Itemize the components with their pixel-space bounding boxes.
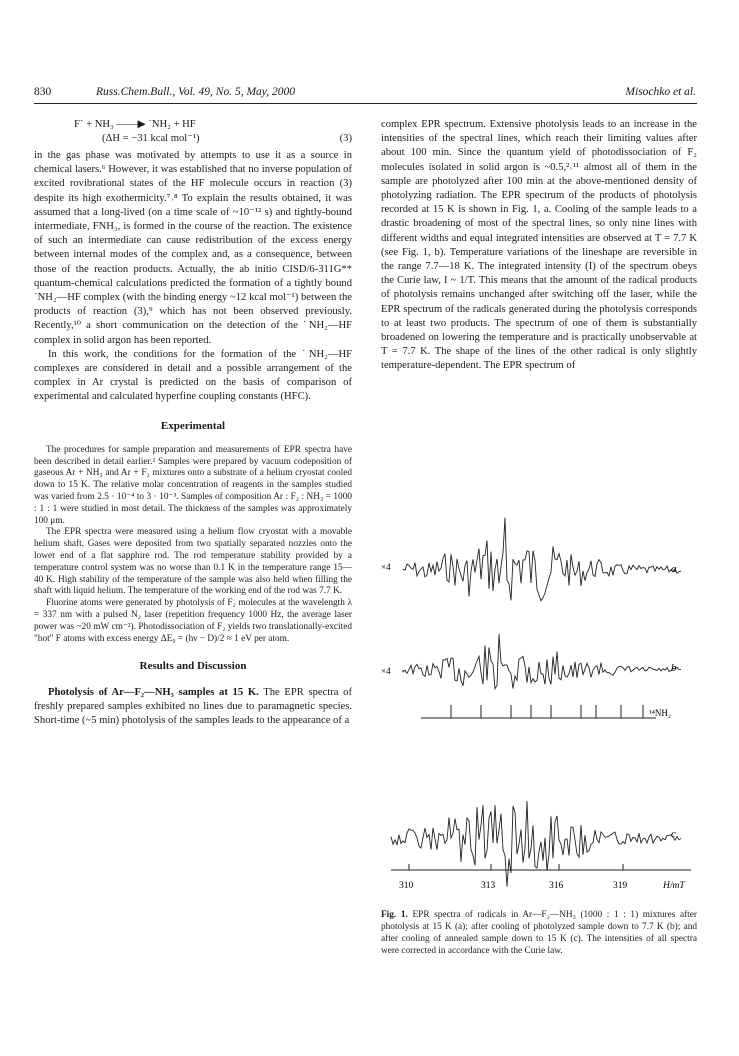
spectrum-label-b: b — [671, 662, 677, 674]
spectrum-trace-c — [391, 801, 681, 887]
experimental-paragraph-3: Fluorine atoms were generated by photolysis of F₂ molecules at the wavelength λ = 337 nm with a pulsed N₂ laser (repetition frequency 1000 Hz, the average laser power was ~20 mW cm⁻²). Photodissociation of F₂ yields two translationally-excited "hot" F atoms with excess energy ΔE₀ = (hν − D)/2 ≈ 1 eV per atom. — [34, 598, 352, 644]
tick-label-319: 319 — [613, 881, 628, 891]
experimental-heading: Experimental — [160, 419, 226, 432]
results-heading: Results and Discussion — [139, 660, 247, 673]
epr-spectra-plot — [381, 490, 697, 910]
enthalpy-value: (ΔH = −31 kcal mol⁻¹) — [102, 133, 200, 144]
figure-1 — [381, 490, 697, 910]
right-column — [381, 118, 697, 374]
stick-label: ¹⁴NH₂ — [649, 708, 671, 718]
tick-label-310: 310 — [399, 881, 414, 891]
running-authors: Misochko et al. — [625, 86, 696, 98]
scale-label-b: ×4 — [381, 666, 391, 676]
spectrum-label-c: c — [671, 828, 676, 840]
caption-text: EPR spectra of radicals in Ar—F₂—NH₃ (1000 : 1 : 1) mixtures after photolysis at 15 K (a); after cooling of photolyzed sample down to 7.7 K (b); and after cooling of annealed sample down to 15 K (c). The intensities of all spectra were corrected in accordance with the Curie law. — [381, 910, 697, 956]
axis-unit-label: H/mT — [663, 881, 685, 891]
intro-paragraph-1: in the gas phase was motivated by attempts to use it as a source in chemical lasers.⁶ However, it was established that no inverse population of excited rovibrational states of the HF molecule occurs in reaction (3) despite its high exothermicity.⁷˒⁸ To explain the results obtained, it was assumed that a long-lived (on a time scale of ~10⁻¹² s) and tightly-bound intermediate, FNH₃, is formed in the course of the reaction. The existence of such an intermediate can cause redistribution of the excess energy between internal modes of the complex and, as a consequence, between those of the reaction products. Actually, the ab initio CISD/6-311G** quantum-chemical calculations predicted the formation of a tightly bound ˙NH₂—HF complex (with the binding energy ~12 kcal mol⁻¹) between the products of reaction (3),⁹ which has not been observed previously. Recently,¹⁰ a short communication on the detection of the ˙NH₂—HF complex in solid argon has been reported. — [34, 150, 352, 346]
equation-number: (3) — [339, 133, 352, 144]
spectrum-trace-b — [403, 634, 681, 689]
page-number: 830 — [34, 86, 52, 98]
scale-label-a: ×4 — [381, 562, 391, 572]
tick-label-316: 316 — [549, 881, 564, 891]
nh2-stick-pattern — [421, 705, 656, 718]
results-text: The EPR spectra of freshly prepared samples exhibited no lines due to paramagnetic species. Short-time (~5 min) photolysis of the samples leads to the appearance of a — [34, 686, 352, 727]
experimental-paragraph-1: The procedures for sample preparation and measurements of EPR spectra have been described in detail earlier.² Samples were prepared by vacuum codeposition of gaseous Ar + NH₃ and Ar + F₂ mixtures onto a substrate of a helium cryostat cooled down to 15 K. The relative molar concentration of reagents in the samples studied was varied from 2.5 · 10⁻⁴ to 3 · 10⁻³. Samples of composition Ar : F₂ : NH₃ = 1000 : 1 : 1 were studied in most detail. The thickness of the samples was approximately 100 μm. — [34, 444, 352, 526]
caption-label: Fig. 1. — [381, 910, 408, 920]
reaction-enthalpy — [102, 132, 352, 147]
figure-caption — [381, 909, 697, 957]
experimental-paragraph-2: The EPR spectra were measured using a helium flow cryostat with a movable helium shaft. Gases were deposited from two spatially separated nozzles onto the lower end of a flat sapphire rod. The rod temperature stability provided by a temperature control system was no worse than 0.1 K in the temperature range 15—40 K. High stability of the temperature of the sample was also held when filling the shaft with liquid helium. The temperature of the working end of the rod was 7.7 K. — [34, 527, 352, 597]
header-rule — [34, 103, 697, 104]
tick-label-313: 313 — [481, 881, 496, 891]
results-subtitle: Photolysis of Ar—F₂—NH₃ samples at 15 K. — [48, 686, 259, 698]
spectrum-trace-a — [403, 518, 681, 601]
right-paragraph: complex EPR spectrum. Extensive photolysis leads to an increase in the intensities of the spectral lines, which reach their limiting values after about 100 min. Since the quantum yield of photodissociation of F₂ molecules isolated in solid argon is ~0.5,²˒¹¹ almost all of them in the sample are photolyzed after 100 min at the above-mentioned density of photolyzing radiation. The EPR spectrum of the products of photolysis recorded at 15 K is shown in Fig. 1, a. Cooling of the sample leads to a drastic broadening of most of the spectral lines, so only nine lines with different widths and equal integrated intensities are observed at T = 7.7 K (see Fig. 1, b). Temperature variations of the lineshape are reversible in the range 7.7—18 K. The integrated intensity (I) of the spectrum obeys the Curie law, I ~ 1/T. This means that the amount of the radical products of photolysis remains unchanged after switching off the laser, while the EPR spectrum of the radicals generated during the photolysis corresponds to at least two products. The spectrum of one of them is substantially broadened on lowering the temperature and is practically unobservable at T = 7.7 K. The shape of the lines of the other radical is only slightly temperature-dependent. The EPR spectrum of — [381, 119, 697, 372]
results-paragraph — [34, 686, 352, 729]
intro-paragraph-2: In this work, the conditions for the formation of the ˙NH₂—HF complexes are considered in detail and a possible arrangement of the complex in Ar crystal is predicted on the basis of comparison of experimental and calculated hyperfine coupling constants (HFC). — [34, 348, 352, 403]
reaction-equation: F˙ + NH₃ ——▶ ˙NH₂ + HF — [74, 119, 196, 130]
axis-ticks — [409, 864, 623, 870]
journal-citation: Russ.Chem.Bull., Vol. 49, No. 5, May, 2000 — [96, 86, 296, 98]
experimental-section — [34, 445, 352, 646]
left-column — [34, 118, 352, 728]
spectrum-label-a: a — [671, 563, 677, 575]
